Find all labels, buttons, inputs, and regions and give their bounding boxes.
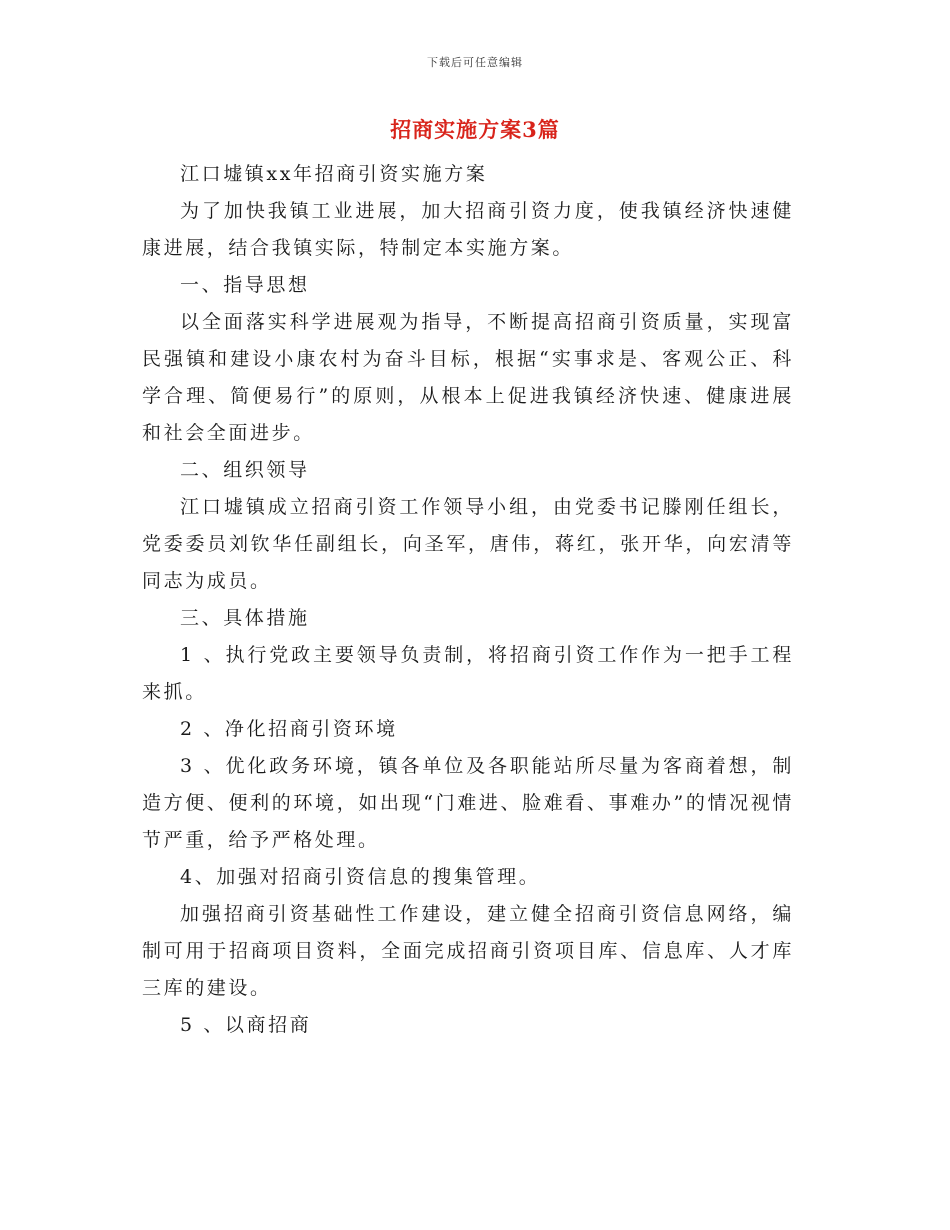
paragraph-plan-name: 江口墟镇xx年招商引资实施方案 [180,163,488,185]
paragraph-intro: 为了加快我镇工业进展，加大招商引资力度，使我镇经济快速健康进展，结合我镇实际，特制定本实施方案。 [142,200,794,259]
paragraph-info-network: 加强招商引资基础性工作建设，建立健全招商引资信息网络，编制可用于招商项目资料，全面完成招商引资项目库、信息库、人才库三库的建设。 [142,903,794,999]
measure-item-3: 3 、优化政务环境，镇各单位及各职能站所尽量为客商着想，制造方便、便利的环境，如出现“门难进、脸难看、事难办”的情况视情节严重，给予严格处理。 [142,755,794,851]
section-heading-guiding-ideology: 一、指导思想 [180,274,310,296]
section-heading-organization: 二、组织领导 [180,459,310,481]
measure-item-2: 2 、净化招商引资环境 [180,718,398,740]
paragraph-organization: 江口墟镇成立招商引资工作领导小组，由党委书记滕刚任组长，党委委员刘钦华任副组长，向圣军，唐伟，蒋红，张开华，向宏清等同志为成员。 [142,496,794,592]
measure-item-1: 1 、执行党政主要领导负责制，将招商引资工作作为一把手工程来抓。 [142,644,794,703]
document-title: 招商实施方案3篇 [390,117,560,142]
header-note: 下载后可任意编辑 [427,56,523,69]
document-body [142,156,794,1044]
section-heading-measures: 三、具体措施 [180,607,310,629]
paragraph-guiding-ideology: 以全面落实科学进展观为指导，不断提高招商引资质量，实现富民强镇和建设小康农村为奋斗目标，根据“实事求是、客观公正、科学合理、简便易行”的原则，从根本上促进我镇经济快速、健康进展和社会全面进步。 [142,311,794,444]
measure-item-4: 4、加强对招商引资信息的搜集管理。 [180,866,541,888]
measure-item-5: 5 、以商招商 [180,1014,312,1036]
